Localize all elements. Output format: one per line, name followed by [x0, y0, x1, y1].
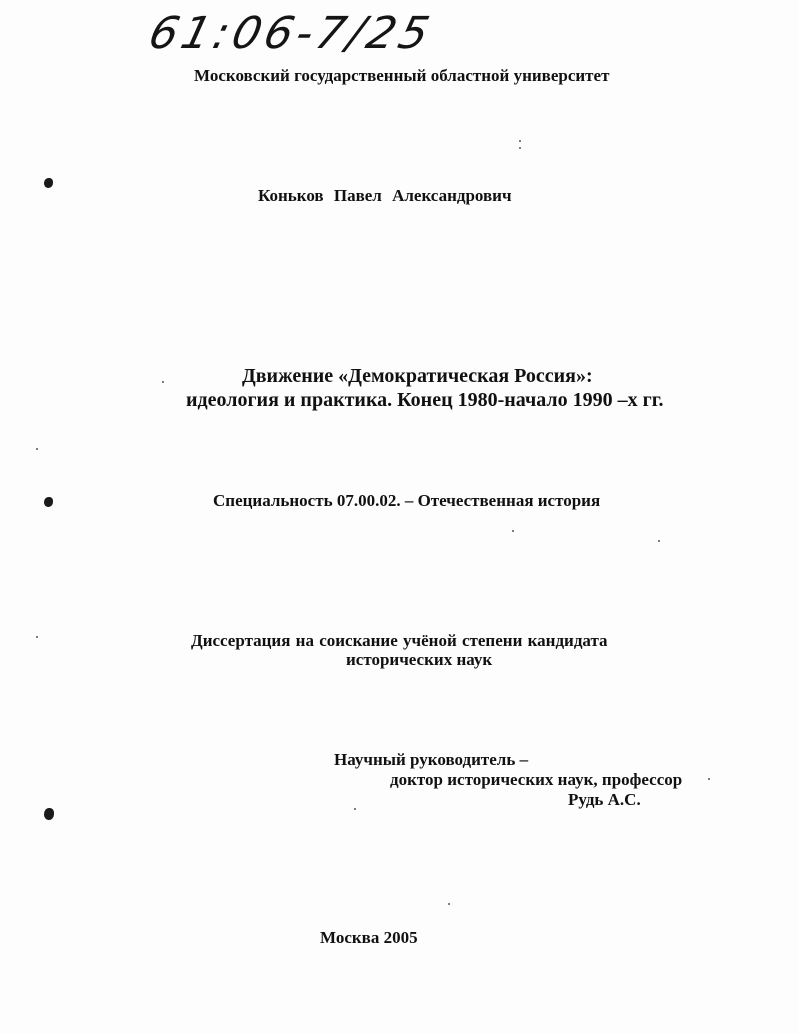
- binding-hole-mark: [44, 808, 54, 820]
- advisor-name: Рудь А.С.: [568, 790, 641, 809]
- binding-hole-mark: [44, 178, 53, 188]
- scan-speck: [512, 530, 514, 532]
- advisor-degree: доктор исторических наук, профессор: [390, 770, 683, 789]
- university-name: Московский государственный областной университет: [194, 66, 610, 85]
- scan-speck: [708, 778, 710, 780]
- city-year: Москва 2005: [320, 928, 418, 947]
- scan-speck: [354, 808, 356, 810]
- thesis-title-line-1: Движение «Демократическая Россия»:: [242, 365, 593, 387]
- dissertation-degree-line-1: Диссертация на соискание учёной степени кандидата: [191, 631, 608, 650]
- scan-speck: [658, 540, 660, 542]
- scan-speck: [519, 140, 521, 142]
- archive-code-handwritten: 61:06-7/25: [143, 8, 438, 59]
- dissertation-degree-line-2: исторических наук: [346, 650, 493, 669]
- advisor-label: Научный руководитель –: [334, 750, 529, 769]
- scan-speck: [36, 636, 38, 638]
- scan-speck: [448, 903, 450, 905]
- specialty: Специальность 07.00.02. – Отечественная история: [213, 491, 601, 510]
- scan-speck: [162, 381, 164, 383]
- scan-speck: [36, 448, 38, 450]
- binding-hole-mark: [44, 497, 53, 507]
- author-name: Коньков Павел Александрович: [258, 186, 512, 205]
- scan-speck: [519, 147, 521, 149]
- thesis-title-line-2: идеология и практика. Конец 1980-начало 1990 –х гг.: [186, 389, 664, 411]
